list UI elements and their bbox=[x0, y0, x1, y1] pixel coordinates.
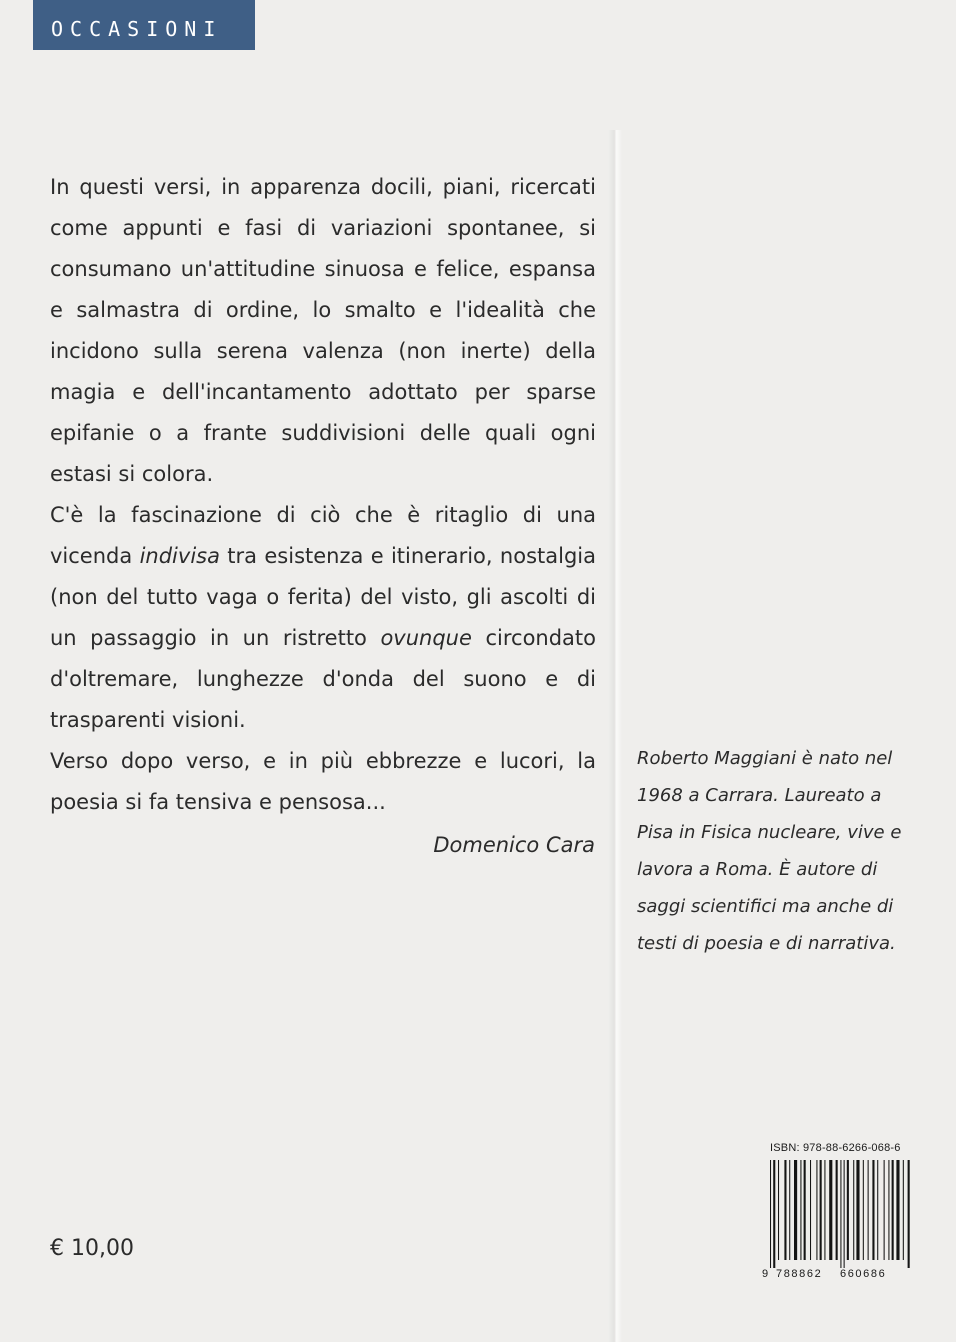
blurb-signature: Domenico Cara bbox=[433, 833, 595, 857]
blurb-text: circondato d'oltremare, lunghezze d'onda del suono e di trasparenti visioni. bbox=[50, 626, 597, 732]
price: € 10,00 bbox=[50, 1236, 134, 1261]
barcode-bar bbox=[868, 1160, 869, 1260]
fold-line bbox=[608, 130, 622, 1342]
barcode-bar bbox=[778, 1160, 779, 1260]
barcode-digit-first: 9 bbox=[762, 1268, 769, 1280]
author-bio-text: Roberto Maggiani è nato nel 1968 a Carrara. Laureato a Pisa in Fisica nucleare, vive e lavora a Roma. È autore di saggi scientifici ma anche di testi di poesia e di narrativa. bbox=[637, 748, 902, 954]
barcode-bar bbox=[784, 1160, 786, 1260]
blurb-emphasis: ovunque bbox=[380, 626, 472, 650]
barcode-bar bbox=[872, 1160, 874, 1260]
barcode-bar bbox=[770, 1160, 771, 1268]
isbn-label: ISBN: 978-88-6266-068-6 bbox=[770, 1142, 901, 1154]
barcode-digits-left: 788862 bbox=[776, 1268, 823, 1280]
blurb-emphasis: indivisa bbox=[139, 544, 220, 568]
barcode-bar bbox=[789, 1160, 790, 1260]
barcode-bar bbox=[773, 1160, 775, 1268]
barcode-bar bbox=[892, 1160, 894, 1260]
series-label: OCCASIONI bbox=[33, 0, 255, 50]
barcode-bar bbox=[800, 1160, 801, 1260]
barcode-bar bbox=[816, 1160, 817, 1260]
blurb-paragraph-3: Verso dopo verso, e in più ebbrezze e lucori, la poesia si fa tensiva e pensosa... bbox=[50, 749, 596, 814]
barcode-bar bbox=[853, 1160, 854, 1260]
barcode-bar bbox=[903, 1160, 904, 1260]
barcode-bar bbox=[844, 1160, 845, 1268]
barcode-bar bbox=[863, 1160, 864, 1260]
barcode-bar bbox=[820, 1160, 822, 1260]
blurb-paragraph-2 bbox=[50, 495, 596, 741]
blurb-text: tra esistenza e itinerario, nostalgia (non del tutto vaga o ferita) del visto, gli ascolti di un passaggio in un ristretto bbox=[50, 544, 596, 650]
barcode-bar bbox=[824, 1160, 825, 1260]
barcode-bar bbox=[908, 1160, 910, 1268]
blurb-paragraph-1: In questi versi, in apparenza docili, piani, ricercati come appunti e fasi di variazioni spontanee, si consumano un'attitudine sinuosa e felice, espansa e salmastra di ordine, lo smalto e l'idealità che incidono sulla serena valenza (non inerte) della magia e dell'incantamento adottato per sparse epifanie o a frante suddivisioni delle quali ogni estasi si colora. bbox=[50, 175, 596, 486]
barcode-bar bbox=[794, 1160, 797, 1260]
back-cover-blurb bbox=[50, 167, 596, 823]
barcode-bar bbox=[847, 1160, 849, 1260]
author-bio bbox=[637, 740, 909, 962]
barcode-bar bbox=[829, 1160, 832, 1260]
barcode-bars bbox=[770, 1160, 910, 1268]
blurb-text: C'è la fascinazione di ciò che è ritaglio di una vicenda bbox=[50, 503, 596, 568]
barcode-bar bbox=[877, 1160, 878, 1260]
barcode-bar bbox=[836, 1160, 838, 1260]
barcode-bar bbox=[896, 1160, 899, 1260]
barcode-bar bbox=[810, 1160, 811, 1260]
isbn-barcode bbox=[760, 1158, 910, 1280]
barcode-bar bbox=[884, 1160, 885, 1260]
barcode-bar bbox=[804, 1160, 806, 1260]
barcode-bar bbox=[856, 1160, 859, 1260]
barcode-bar bbox=[888, 1160, 889, 1260]
barcode-digits-right: 660686 bbox=[840, 1268, 887, 1280]
barcode-bar bbox=[840, 1160, 841, 1268]
